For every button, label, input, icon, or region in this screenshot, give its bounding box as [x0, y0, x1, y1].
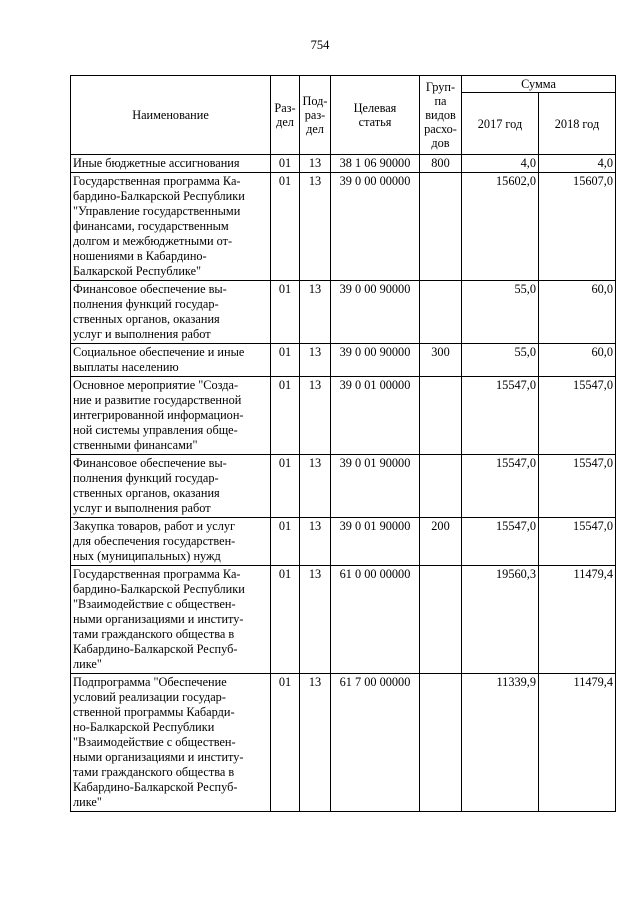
cell-section: 01	[271, 377, 300, 455]
cell-sum-2017: 15547,0	[462, 455, 539, 518]
budget-table	[70, 75, 616, 812]
cell-subsection: 13	[300, 155, 331, 173]
cell-section: 01	[271, 455, 300, 518]
cell-section: 01	[271, 281, 300, 344]
cell-section: 01	[271, 173, 300, 281]
table-row	[71, 377, 616, 455]
cell-target: 39 0 01 00000	[331, 377, 420, 455]
cell-group	[420, 674, 462, 812]
cell-subsection: 13	[300, 674, 331, 812]
cell-sum-2018: 15607,0	[539, 173, 616, 281]
cell-name: Государственная программа Ка- бардино-Балкарской Республики "Управление государственными финансами, государственным долгом и межбюджетными от- ношениями в Кабардино- Балкарской Республике"	[71, 173, 271, 281]
cell-target: 39 0 00 90000	[331, 344, 420, 377]
cell-group	[420, 566, 462, 674]
cell-sum-2018: 60,0	[539, 344, 616, 377]
cell-name: Основное мероприятие "Созда- ние и развитие государственной интегрированной информацион- ной системы управления обще- ственными финансами"	[71, 377, 271, 455]
table-row	[71, 518, 616, 566]
cell-target: 39 0 01 90000	[331, 518, 420, 566]
table-row	[71, 455, 616, 518]
cell-sum-2017: 11339,9	[462, 674, 539, 812]
cell-section: 01	[271, 155, 300, 173]
cell-subsection: 13	[300, 377, 331, 455]
cell-target: 61 0 00 00000	[331, 566, 420, 674]
cell-name: Финансовое обеспечение вы- полнения функций государ- ственных органов, оказания услуг и выполнения работ	[71, 281, 271, 344]
cell-target: 39 0 01 90000	[331, 455, 420, 518]
header-section: Раз- дел	[271, 76, 300, 155]
cell-target: 38 1 06 90000	[331, 155, 420, 173]
cell-sum-2017: 15547,0	[462, 377, 539, 455]
cell-subsection: 13	[300, 281, 331, 344]
cell-sum-2017: 55,0	[462, 344, 539, 377]
table-row	[71, 281, 616, 344]
header-sum: Сумма	[462, 76, 616, 93]
cell-sum-2017: 55,0	[462, 281, 539, 344]
cell-group: 800	[420, 155, 462, 173]
cell-section: 01	[271, 518, 300, 566]
cell-subsection: 13	[300, 344, 331, 377]
header-target: Целевая статья	[331, 76, 420, 155]
page-number: 754	[310, 38, 330, 52]
cell-section: 01	[271, 344, 300, 377]
cell-subsection: 13	[300, 566, 331, 674]
cell-sum-2018: 11479,4	[539, 674, 616, 812]
cell-sum-2017: 4,0	[462, 155, 539, 173]
cell-name: Закупка товаров, работ и услуг для обеспечения государствен- ных (муниципальных) нужд	[71, 518, 271, 566]
cell-name: Финансовое обеспечение вы- полнения функций государ- ственных органов, оказания услуг и выполнения работ	[71, 455, 271, 518]
header-group: Груп- па видов расхо- дов	[420, 76, 462, 155]
cell-section: 01	[271, 566, 300, 674]
cell-subsection: 13	[300, 455, 331, 518]
table-row	[71, 173, 616, 281]
cell-target: 61 7 00 00000	[331, 674, 420, 812]
cell-group	[420, 455, 462, 518]
cell-section: 01	[271, 674, 300, 812]
cell-sum-2018: 11479,4	[539, 566, 616, 674]
cell-group	[420, 173, 462, 281]
table-body	[71, 155, 616, 812]
cell-sum-2018: 15547,0	[539, 377, 616, 455]
cell-subsection: 13	[300, 518, 331, 566]
cell-group: 200	[420, 518, 462, 566]
header-year-2017: 2017 год	[462, 93, 539, 155]
cell-target: 39 0 00 00000	[331, 173, 420, 281]
cell-sum-2018: 15547,0	[539, 518, 616, 566]
table-row	[71, 566, 616, 674]
cell-group: 300	[420, 344, 462, 377]
header-name: Наименование	[71, 76, 271, 155]
cell-target: 39 0 00 90000	[331, 281, 420, 344]
cell-name: Иные бюджетные ассигнования	[71, 155, 271, 173]
cell-sum-2018: 4,0	[539, 155, 616, 173]
table-row	[71, 155, 616, 173]
table-header	[71, 76, 616, 155]
header-subsection: Под- раз- дел	[300, 76, 331, 155]
cell-sum-2017: 15602,0	[462, 173, 539, 281]
cell-group	[420, 281, 462, 344]
cell-name: Подпрограмма "Обеспечение условий реализации государ- ственной программы Кабарди- но-Балкарской Республики "Взаимодействие с обществен- ными организациями и институ- тами гражданского общества в Кабардино-Балкарской Респуб- лике"	[71, 674, 271, 812]
table-row	[71, 344, 616, 377]
cell-sum-2017: 15547,0	[462, 518, 539, 566]
header-year-2018: 2018 год	[539, 93, 616, 155]
cell-sum-2017: 19560,3	[462, 566, 539, 674]
cell-subsection: 13	[300, 173, 331, 281]
cell-group	[420, 377, 462, 455]
cell-sum-2018: 60,0	[539, 281, 616, 344]
cell-name: Социальное обеспечение и иные выплаты населению	[71, 344, 271, 377]
table-row	[71, 674, 616, 812]
cell-sum-2018: 15547,0	[539, 455, 616, 518]
cell-name: Государственная программа Ка- бардино-Балкарской Республики "Взаимодействие с обществен- ными организациями и институ- тами гражданского общества в Кабардино-Балкарской Респуб- лике"	[71, 566, 271, 674]
